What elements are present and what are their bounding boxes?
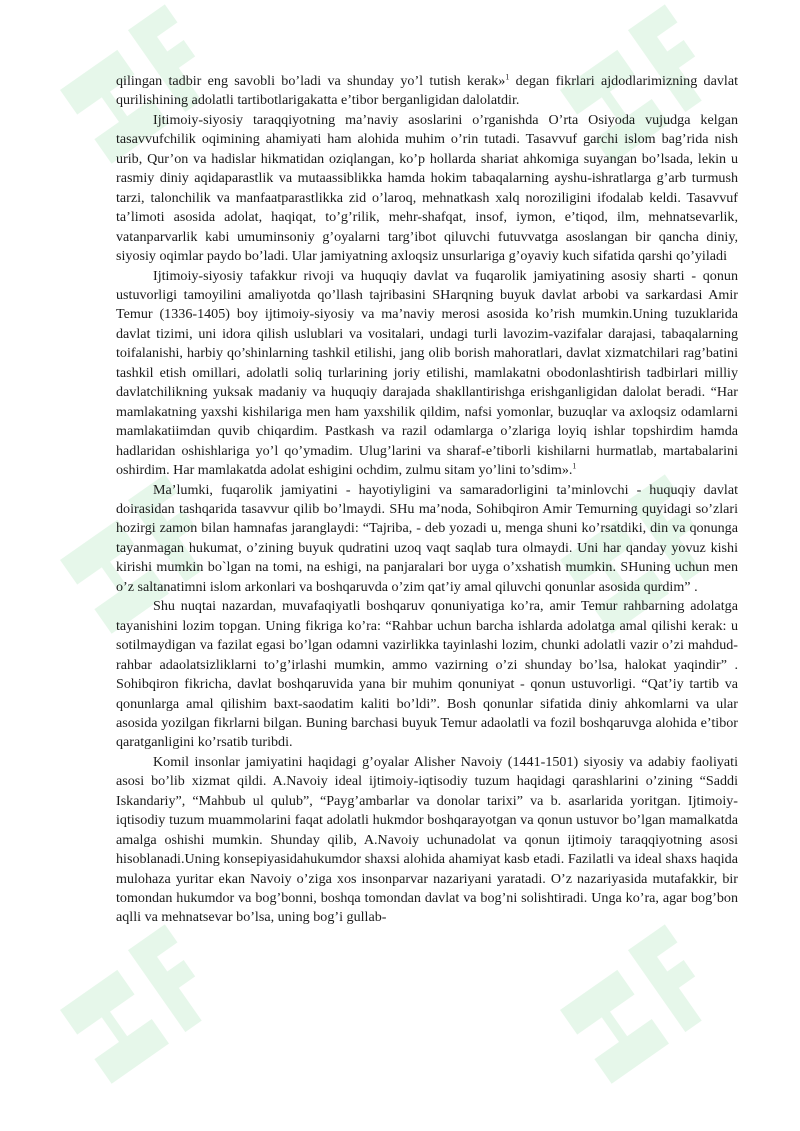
- footnote-ref: 1: [505, 72, 510, 82]
- paragraph-5: Shu nuqtai nazardan, muvafaqiyatli boshqaruv qonuniyatiga ko’ra, amir Temur rahbarning adolatga tayanishini lozim topgan. Uning fikriga ko’ra: “Rahbar uchun barcha ishlarda adolatga amal qilishi kerak: u sotilmaydigan va fazilat egasi bo’lgan odamni vazirlikka tayinlashi lozim, chunki adolatli vazir o’zi mahdud-rahbar adaolatsizliklarni to’g’irlashi mumkin, ammo vazirning o’zi shunday bo’lsa, halokat yaqindir” . Sohibqiron fikricha, davlat boshqaruvida yana bir muhim qonuniyat - qonun ustuvorligi. “Qat’iy tartib va qonunlarga amal qilishim baxt-saodatim kaliti bo’ldi”. Bosh qonunlar sifatida diniy ahkomlarni va ular asosida yozilgan fikrlarni bilgan. Buning barchasi buyuk Temur adaolatli va fozil boshqaruvga alohida e’tibor qaratganligini ko’rsatib turibdi.: [116, 598, 738, 751]
- footnote-ref: 1: [572, 461, 577, 471]
- paragraph-2: Ijtimoiy-siyosiy taraqqiyotning ma’naviy asoslarini o’rganishda O’rta Osiyoda vujudga kelgan tasavvufchilik oqimining ahamiyati ham alohida muhim o’rin tutadi. Tasavvuf garchi islom bag’rida nish urib, Qur’on va hadislar hikmatidan oziqlangan, ko’p hollarda shariat ahkomiga suyangan bo’lsada, lekin u rasmiy diniy aqidaparastlik va mutaassiblikka hamda hokim tabaqalarning ayshu-ishratlarga g’arb turmush tarzi, talonchilik va manfaatparastlikka zid o’laroq, mehnatkash xalq noroziligini ifodalab keldi. Tasavvuf ta’limoti asosida adolat, haqiqat, to’g’rilik, mehr-shafqat, insof, iymon, e’tiqod, ilm, mehnatsevarlik, vatanparvarlik kabi umuminsoniy g’oyalarni targ’ibot qiluvchi futuvvatga asoslangan bir qancha diniy, siyosiy oqimlar paydo bo’ladi. Ular jamiyatning axloqsiz unsurlariga g’oyaviy kuch sifatida qarshi qo’yiladi: [116, 111, 738, 265]
- watermark-logo-icon: [554, 924, 722, 1083]
- paragraph-3: Ijtimoiy-siyosiy tafakkur rivoji va huquqiy davlat va fuqarolik jamiyatining asosiy sharti - qonun ustuvorligi tamoyilini amaliyotda qo’llash tajribasini SHarqning buyuk davlat arbobi va sarkardasi Amir Temur (1336-1405) boy ijtimoiy-siyosiy va ma’naviy merosi asosida ko’rish mumkin.Uning tuzuklarida davlat tizimi, uni idora qilish uslublari va vositalari, undagi turli lavozim-vazifalar darajasi, tabaqalarning toifalanishi, harbiy qo’shinlarning tashkil etilishi, jang olib borish mahoratlari, davlat xizmatchilari rag’batini tashkil etish omillari, adolatli soliq turlarining joriy etilishi, mamlakatni obodonlashtirish tadbirlari milliy davlatchilikning yuksak madaniy va huquqiy darajada shakllantirishga erishganligidan dalolat beradi. “Har mamlakatning yaxshi kishilariga men ham yaxshilik qildim, nafsi yomonlar, buzuqlar va axloqsiz odamlarni mamlakatiimdan quvib chiqardim. Pastkash va razil odamlarga o’zlariga loyiq ishlar topshirdim hamda hadlaridan oshishlariga yo’l qo’ymadim. Ulug’larini va sharaf-e’tiborli kishilarni hurmatlab, martabalarini oshirdim. Har mamlakatda adolat eshigini ochdim, zulmu sitam yo’lini to’sdim».$^1$: [116, 267, 738, 479]
- watermark-logo-icon: [54, 924, 222, 1083]
- document-body: [116, 72, 738, 928]
- paragraph-4: Ma’lumki, fuqarolik jamiyatini - hayotiyligini va samaradorligini ta’minlovchi - huquqiy davlat doirasidan tashqarida tasavvur qilib bo’lmaydi. SHu ma’noda, Sohibqiron Amir Temurning quyidagi so’zlari hozirgi zamon bilan hamnafas jaranglaydi: “Tajriba, - deb yozadi u, menga shuni ko’rsatdiki, din va qonunga tayanmagan hukumat, o’zining buyuk qudratini uzoq vaqt saqlab tura olmaydi. Uni har qanday yovuz kishi kirishi mumkin bo`lgan na tomi, na eshigi, na panjaralari bor uyga o’xshatish mumkin. SHuning uchun men o’z saltanatimni islom arkonlari va boshqaruvda o’zim qat’iy amal qiluvchi qonunlar asosida qurdim” .: [116, 481, 738, 595]
- paragraph-6: Komil insonlar jamiyatini haqidagi g’oyalar Alisher Navoiy (1441-1501) siyosiy va adabiy faoliyati asosi bo’lib xizmat qildi. A.Navoiy ideal ijtimoiy-iqtisodiy tuzum haqidagi qarashlarini o’zining “Saddi Iskandariy”, “Mahbub ul qulub”, “Payg’ambarlar va donolar tarixi” va b. asarlarida yoritgan. Ijtimoiy-iqtisodiy tuzum muammolarini faqat adolatli hukmdor boshqarayotgan va qonun ustuvor bo’lgan mamalkatda amalga oshishi mumkin. Shunday qilib, A.Navoiy uchunadolat va qonun ijtimoiy taraqqiyotning asosi hisoblanadi.Uning konsepiyasidahukumdor shaxsi alohida ahamiyat kasb etadi. Fazilatli va ideal shaxs haqida mulohaza yuritar ekan Navoiy o’ziga xos insonparvar nazariyani yaratadi. O’z nazariyasida mutafakkir, bir tomondan hukumdor va bog’bonni, boshqa tomondan davlat va bog’ni solishtiradi. Unga ko’ra, agar bog’bon aqlli va mehnatsevar bo’lsa, uning bog’i gullab-: [116, 753, 738, 926]
- paragraph-1: qilingan tadbir eng savobli bo’ladi va shunday yo’l tutish kerak»$^1$ degan fikrlari ajdodlarimizning davlat qurilishining adolatli tartibotlarigakatta e’tibor berganligidan dalolatdir.: [116, 72, 738, 109]
